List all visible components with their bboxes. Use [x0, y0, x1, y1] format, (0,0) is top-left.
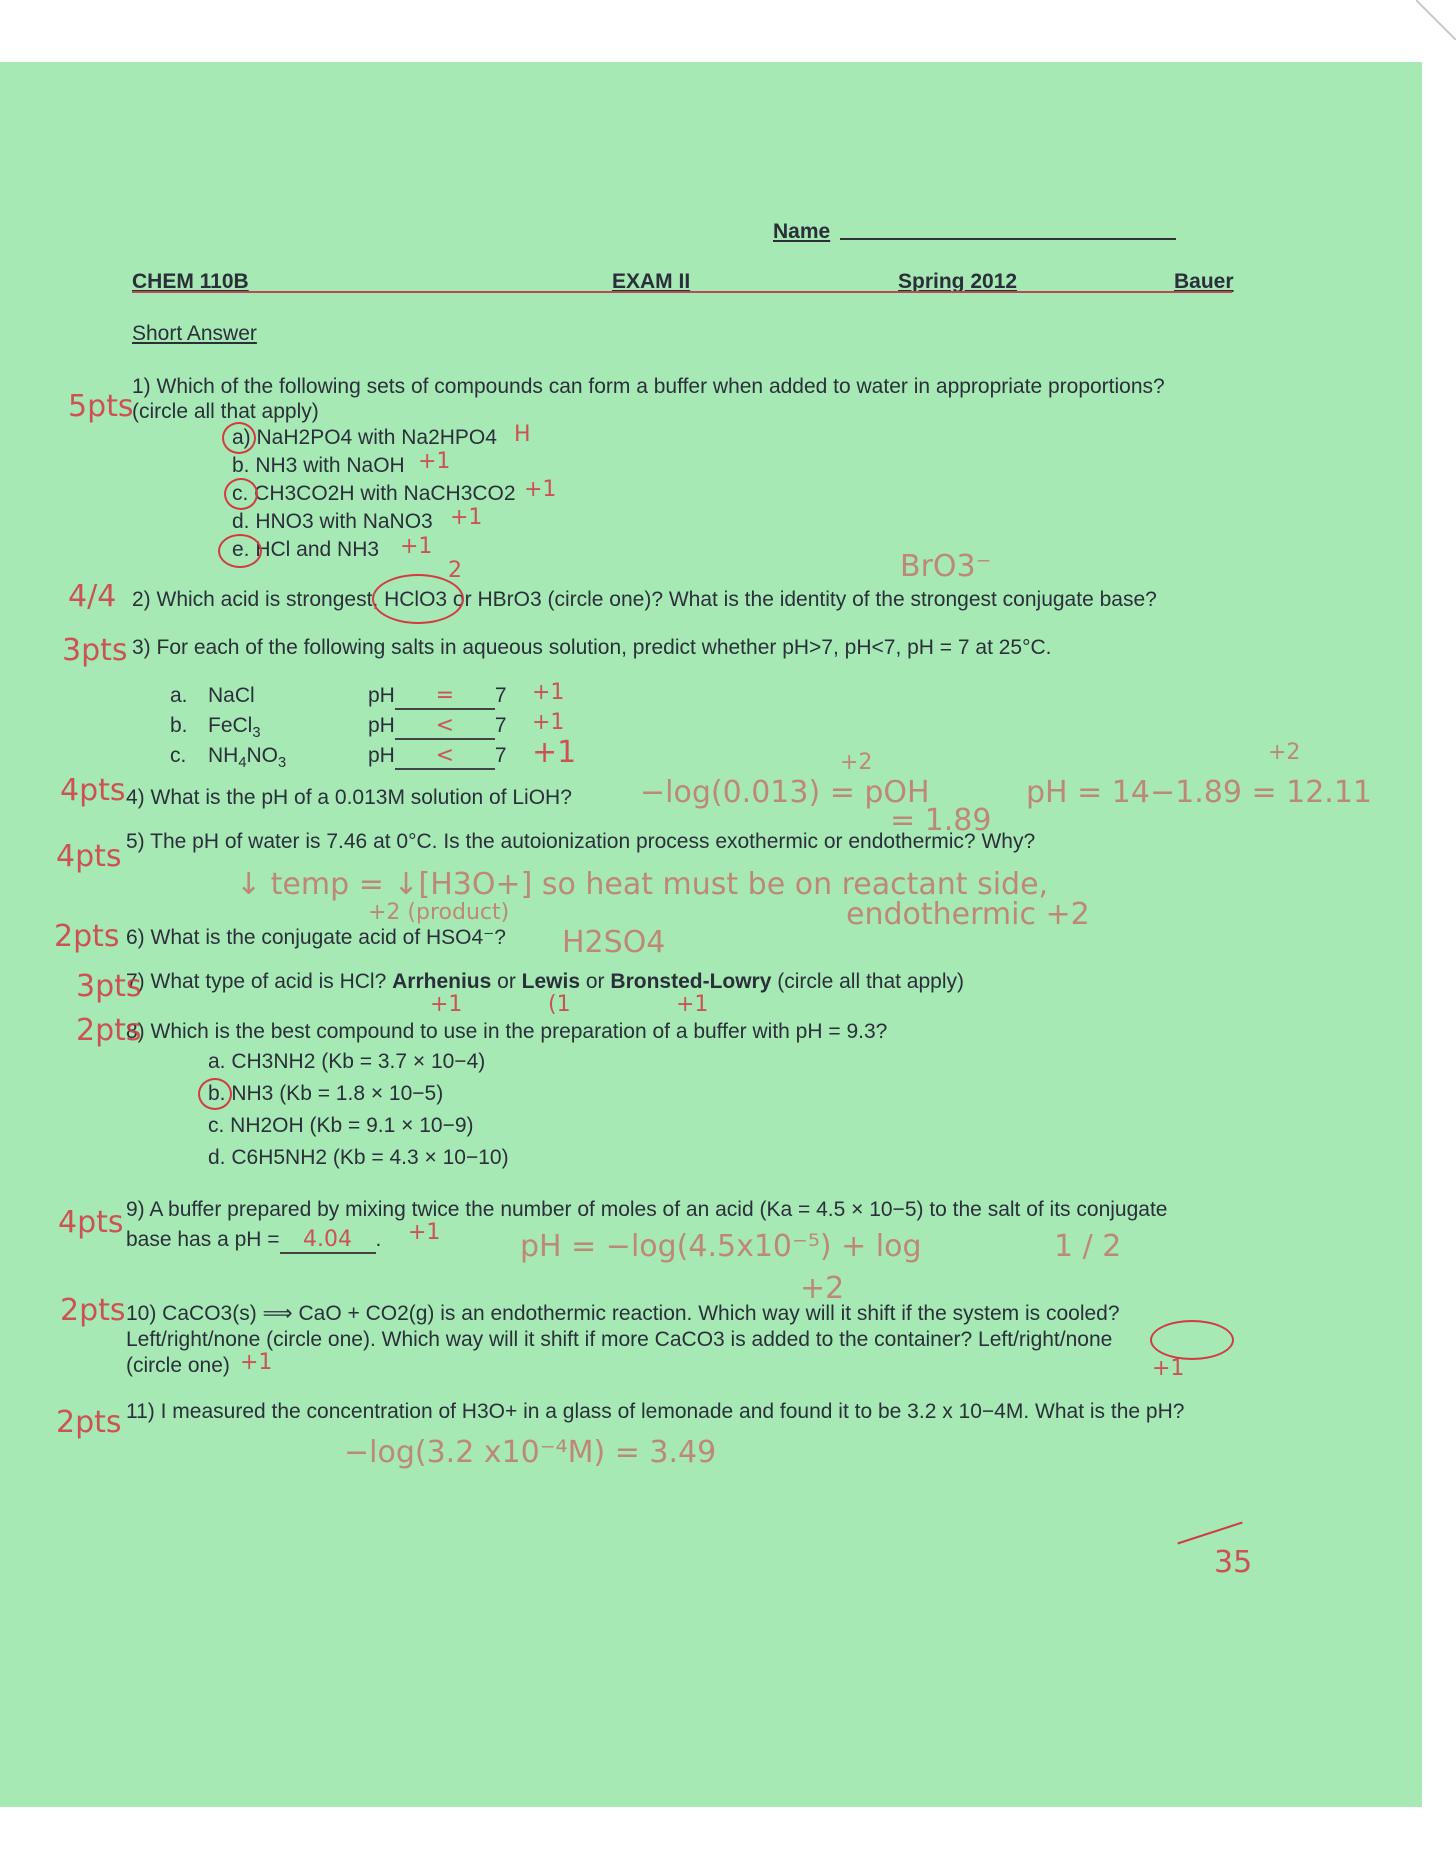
q7-mark-2: (1	[548, 992, 571, 1017]
q9-blank	[280, 1228, 376, 1254]
q11-text: 11) I measured the concentration of H3O+ in a glass of lemonade and found it to be 3.2 x 10−4M. What is the pH?	[126, 1400, 1185, 1423]
q9-text-2: base has a pH = 4.04 .	[126, 1228, 381, 1254]
q5-text: 5) The pH of water is 7.46 at 0°C. Is the autoionization process exothermic or endothermic? Why?	[126, 830, 1036, 853]
ph-label: pH	[368, 744, 395, 767]
q10-mark-2: +1	[1152, 1356, 1185, 1381]
q1-mark-d: +1	[450, 505, 483, 530]
seven: 7	[494, 744, 507, 767]
q10-text-2: Left/right/none (circle one). Which way will it shift if more CaCO3 is added to the container? Left/right/none	[126, 1328, 1113, 1351]
q9-mark: +1	[408, 1220, 441, 1245]
q4-text: 4) What is the pH of a 0.013M solution of LiOH?	[126, 786, 572, 809]
name-label: Name	[773, 220, 831, 243]
q6-answer: H2SO4	[562, 925, 666, 960]
q3-a-ph	[368, 684, 507, 710]
q3-b-ph	[368, 714, 507, 740]
q2-two: 2	[448, 558, 462, 583]
q3-a-salt: NaCl	[208, 684, 255, 707]
section-title: Short Answer	[132, 322, 257, 345]
q4-work-ph: pH = 14−1.89 = 12.11	[1026, 775, 1373, 810]
q9-plus: +2	[800, 1271, 845, 1306]
q7-option-bronsted: Bronsted-Lowry	[610, 970, 772, 993]
exam-label: EXAM II	[612, 270, 691, 293]
term-label: Spring 2012	[898, 270, 1018, 293]
q3-a-answer: =	[435, 683, 455, 708]
q1-option-b: b. NH3 with NaOH	[232, 454, 405, 477]
q9-text: 9) A buffer prepared by mixing twice the number of moles of an acid (Ka = 4.5 × 10−5) to the salt of its conjugate	[126, 1198, 1168, 1221]
total-score: 35	[1214, 1545, 1253, 1580]
q1-instruction: (circle all that apply)	[132, 400, 319, 423]
q6-text: 6) What is the conjugate acid of HSO4⁻?	[126, 926, 506, 949]
header-rule	[132, 291, 1232, 293]
q8-option-d: d. C6H5NH2 (Kb = 4.3 × 10−10)	[208, 1146, 509, 1169]
q10-mark-1: +1	[240, 1350, 273, 1375]
q3-b-letter: b.	[170, 714, 188, 737]
seven: 7	[494, 714, 507, 737]
q8-points: 2pts	[76, 1013, 142, 1048]
q3-c-ph	[368, 744, 507, 770]
q8-text: 8) Which is the best compound to use in the preparation of a buffer with pH = 9.3?	[126, 1020, 888, 1043]
q1-option-d: d. HNO3 with NaNO3	[232, 510, 433, 533]
q5-answer-line3: endothermic +2	[846, 897, 1090, 932]
q1-option-c: c. CH3CO2H with NaCH3CO2	[232, 482, 516, 505]
q4-plus-a: +2	[840, 750, 873, 775]
q8-option-b: b. NH3 (Kb = 1.8 × 10−5)	[208, 1082, 444, 1105]
q3-points: 3pts	[62, 633, 128, 668]
seven: 7	[494, 684, 507, 707]
q10-points: 2pts	[60, 1293, 126, 1328]
q9-fraction: 1 / 2	[1054, 1229, 1122, 1264]
q4-points: 4pts	[60, 773, 126, 808]
q1-mark-b: +1	[418, 449, 451, 474]
q4-plus-b: +2	[1268, 740, 1301, 765]
q9-ph-label: base has a pH =	[126, 1228, 280, 1251]
q1-circle-e	[218, 534, 262, 568]
ph-label: pH	[368, 684, 395, 707]
q3-c-mark: +1	[532, 735, 577, 770]
q7-mark-3: +1	[676, 992, 709, 1017]
q1-mark-e: +1	[400, 534, 433, 559]
q5-answer-line2: +2 (product)	[368, 900, 510, 925]
total-slash	[1177, 1522, 1242, 1545]
q3-c-salt: $NH_4NO_3$	[208, 744, 287, 772]
q1-option-a: a) NaH2PO4 with Na2HPO4	[232, 426, 497, 449]
q1-text: 1) Which of the following sets of compounds can form a buffer when added to water in appropriate proportions?	[132, 375, 1165, 398]
course-label: CHEM 110B	[132, 270, 249, 293]
q2-text: 2) Which acid is strongest, HClO3 or HBrO3 (circle one)? What is the identity of the strongest conjugate base?	[132, 588, 1157, 611]
q9-answer: 4.04	[303, 1227, 353, 1252]
q5-points: 4pts	[56, 839, 122, 874]
q1-mark-c: +1	[524, 477, 557, 502]
q8-option-c: c. NH2OH (Kb = 9.1 × 10−9)	[208, 1114, 474, 1137]
q1-option-e: e. HCl and NH3	[232, 538, 380, 561]
q3-text: 3) For each of the following salts in aqueous solution, predict whether pH>7, pH<7, pH = 7 at 25°C.	[132, 636, 1052, 659]
q10-text: 10) CaCO3(s) ⟹ CaO + CO2(g) is an endothermic reaction. Which way will it shift if the system is cooled?	[126, 1302, 1120, 1325]
q10-circle-none	[1150, 1320, 1234, 1360]
q3-c-letter: c.	[170, 744, 187, 767]
q2-points: 4/4	[68, 579, 117, 614]
q3-b-salt: FeCl$_3$	[208, 714, 261, 742]
q3-b-answer: <	[435, 713, 455, 738]
q3-c-answer: <	[435, 743, 455, 768]
q3-b-blank	[395, 714, 495, 740]
q2-conjugate-base: BrO3⁻	[900, 549, 992, 584]
exam-paper	[0, 62, 1422, 1807]
q4-work-poh-value: = 1.89	[890, 803, 992, 838]
q7-option-lewis: Lewis	[521, 970, 581, 993]
q3-b-mark: +1	[532, 710, 565, 735]
q7-or-1: or	[497, 970, 516, 993]
q7-mark-1: +1	[430, 992, 463, 1017]
q8-circle-b	[198, 1078, 232, 1110]
q11-work: −log(3.2 x10⁻⁴M) = 3.49	[344, 1435, 717, 1470]
q3-a-blank	[395, 684, 495, 710]
instructor-label: Bauer	[1174, 270, 1234, 293]
q6-points: 2pts	[54, 919, 120, 954]
q1-circle-c	[224, 478, 258, 510]
page-corner-fold	[1416, 0, 1456, 40]
q3-a-letter: a.	[170, 684, 188, 707]
q1-points: 5pts	[68, 389, 134, 424]
q3-a-mark: +1	[532, 680, 565, 705]
q7-option-arrhenius: Arrhenius	[392, 970, 492, 993]
q7-text-pre: 7) What type of acid is HCl?	[126, 970, 387, 993]
q1-mark-a: H	[514, 422, 531, 447]
q9-points: 4pts	[58, 1205, 124, 1240]
name-line	[840, 238, 1176, 240]
q7-points: 3pts	[76, 969, 142, 1004]
q8-option-a: a. CH3NH2 (Kb = 3.7 × 10−4)	[208, 1050, 486, 1073]
q7-or-2: or	[585, 970, 605, 993]
q1-circle-a	[222, 422, 256, 454]
q7-text	[126, 970, 964, 994]
q3-c-blank	[395, 744, 495, 770]
ph-label: pH	[368, 714, 395, 737]
q4-work-poh: −log(0.013) = pOH	[640, 775, 930, 810]
q11-points: 2pts	[56, 1405, 122, 1440]
q7-text-post: (circle all that apply)	[777, 970, 964, 993]
q10-text-3: (circle one)	[126, 1354, 230, 1377]
q5-answer-line1: ↓ temp = ↓[H3O+] so heat must be on reactant side,	[236, 867, 1049, 902]
q9-work: pH = −log(4.5x10⁻⁵) + log	[520, 1229, 922, 1264]
